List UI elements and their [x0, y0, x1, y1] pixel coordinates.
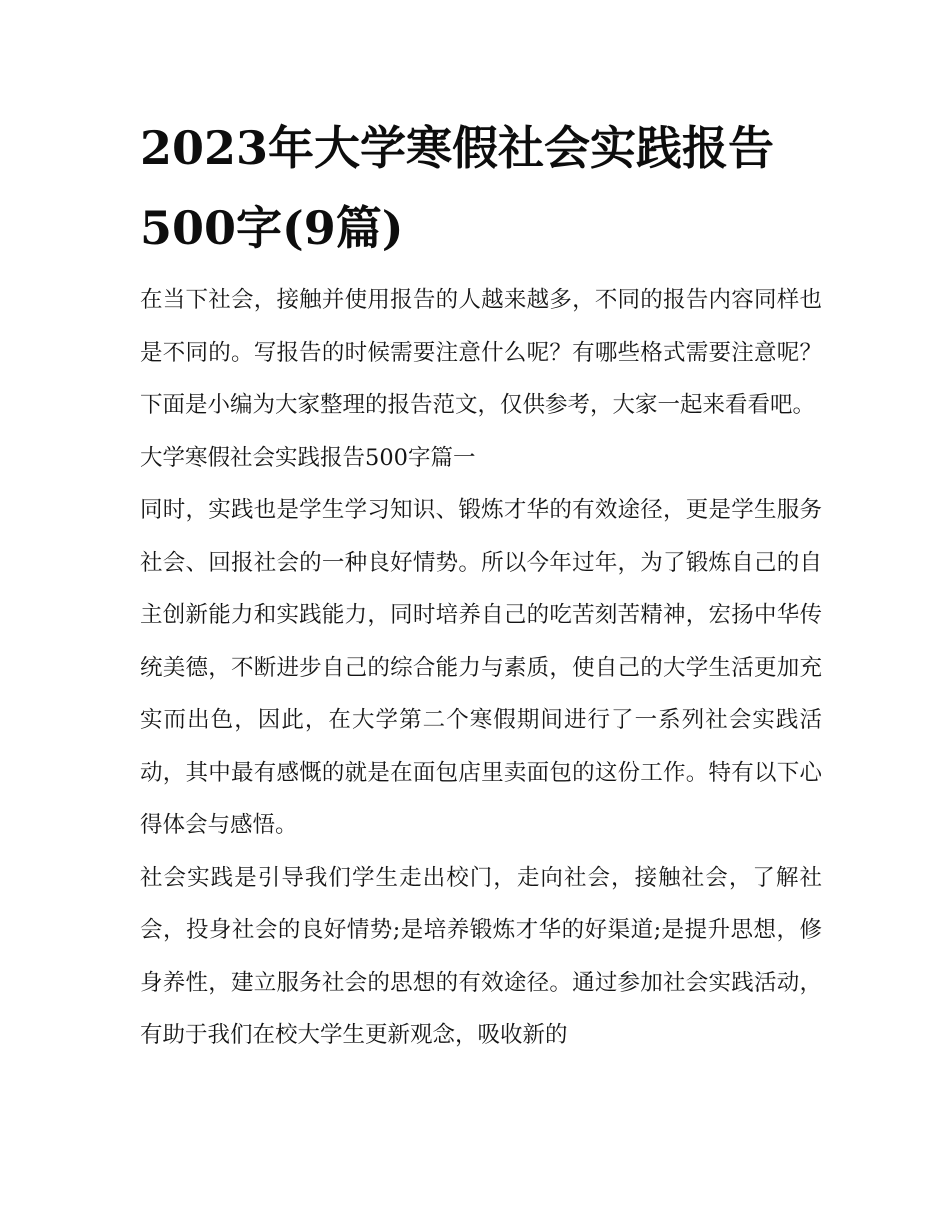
document-body [140, 274, 822, 1062]
document-title: 2023年大学寒假社会实践报告500字(9篇) [140, 121, 775, 255]
body-paragraph: 社会实践是引导我们学生走出校门，走向社会，接触社会，了解社会，投身社会的良好情势;是培养锻炼才华的好渠道;是提升思想，修身养性，建立服务社会的思想的有效途径。通过参加社会实践活动，有助于我们在校大学生更新观念，吸收新的 [140, 864, 822, 1048]
section-heading: 大学寒假社会实践报告500字篇一 [140, 444, 476, 471]
intro-paragraph: 在当下社会，接触并使用报告的人越来越多，不同的报告内容同样也是不同的。写报告的时候需要注意什么呢？有哪些格式需要注意呢？下面是小编为大家整理的报告范文，仅供参考，大家一起来看看吧。 [140, 287, 822, 418]
body-paragraph: 同时，实践也是学生学习知识、锻炼才华的有效途径，更是学生服务社会、回报社会的一种良好情势。所以今年过年，为了锻炼自己的自主创新能力和实践能力，同时培养自己的吃苦刻苦精神，宏扬中华传统美德，不断进步自己的综合能力与素质，使自己的大学生活更加充实而出色，因此，在大学第二个寒假期间进行了一系列社会实践活动，其中最有感慨的就是在面包店里卖面包的这份工作。特有以下心得体会与感悟。 [140, 497, 822, 838]
